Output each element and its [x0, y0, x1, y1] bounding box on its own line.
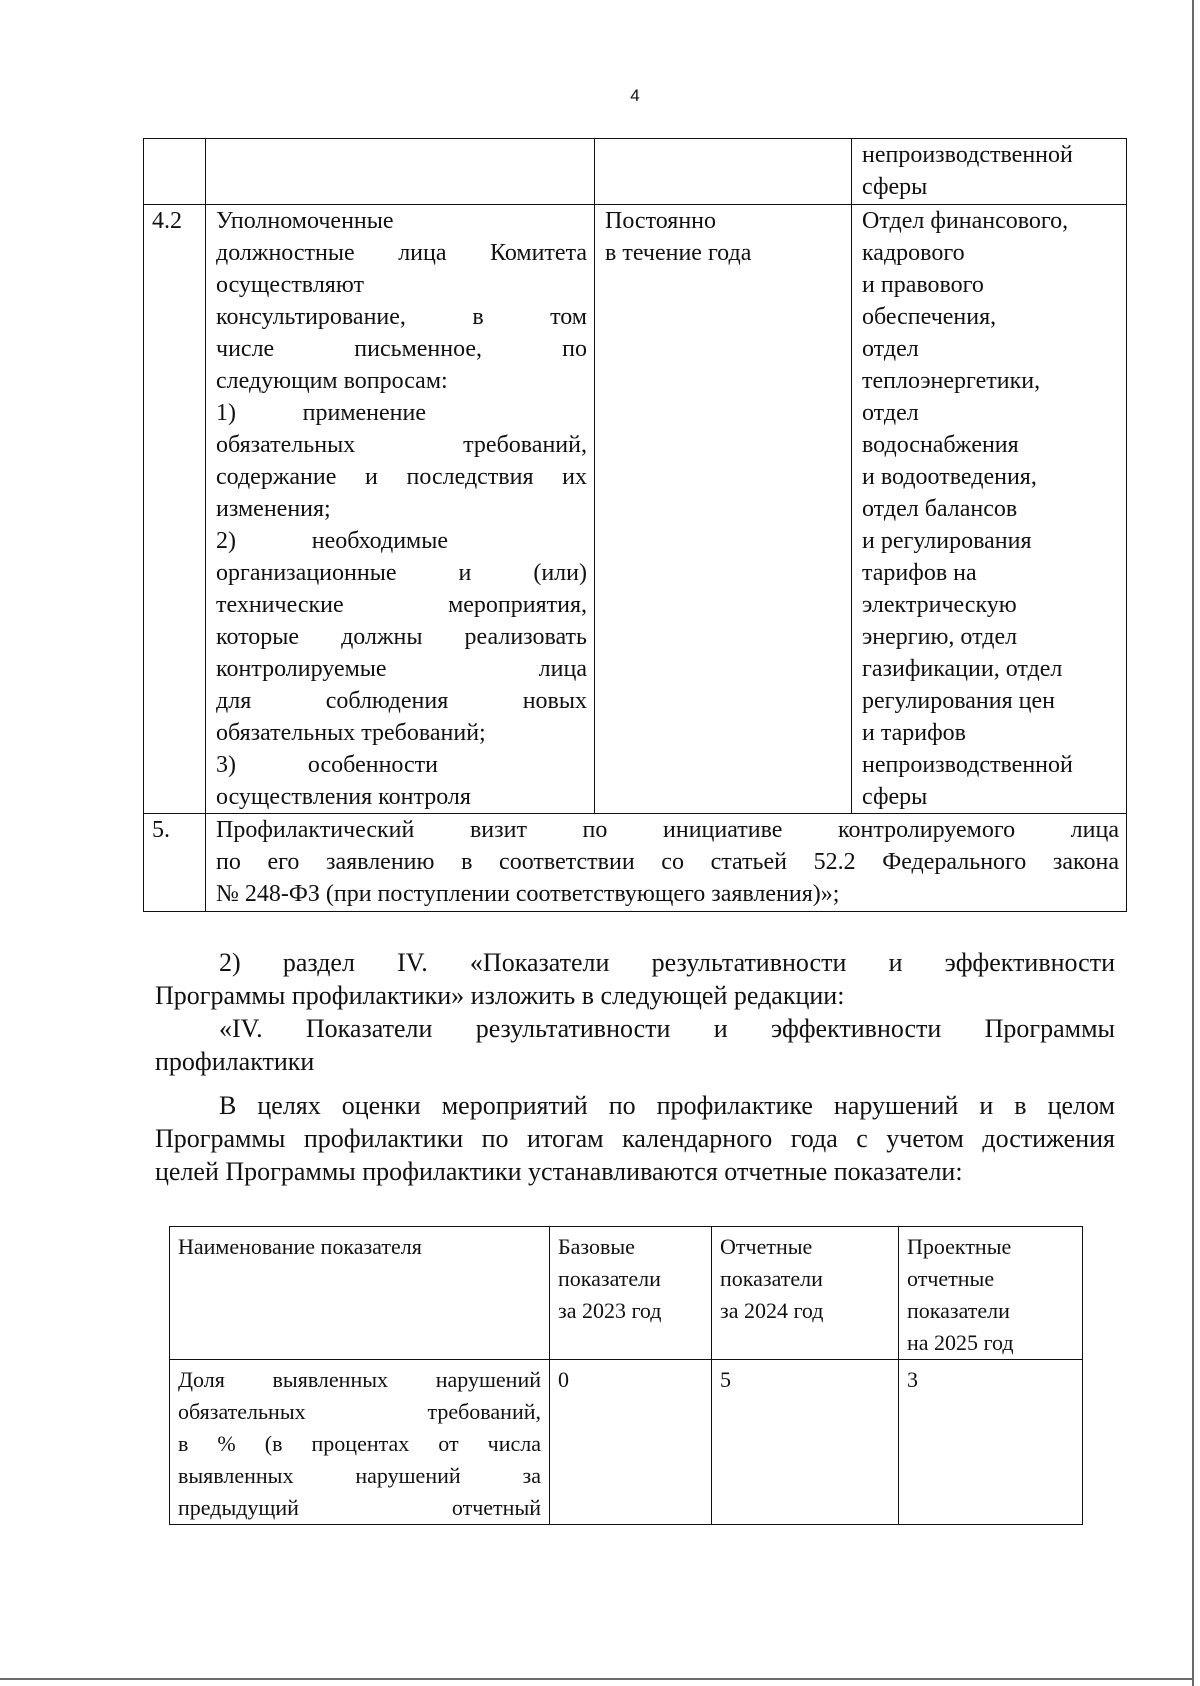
responsible-line: тарифов на — [862, 560, 977, 586]
content-cell — [206, 814, 1127, 912]
header-cell — [712, 1227, 899, 1360]
responsible-line: и тарифов — [862, 720, 967, 746]
responsible-line: теплоэнергетики, — [862, 368, 1041, 394]
indicator-line: Доля выявленных нарушений — [178, 1367, 541, 1392]
row-number-cell — [144, 139, 206, 205]
responsible-line: и водоотведения, — [862, 464, 1037, 490]
header-line: за 2023 год — [558, 1298, 662, 1323]
responsible-cell — [852, 205, 1127, 814]
content-line: 2) необходимые — [216, 528, 448, 554]
paragraph-line: «IV. Показатели результативности и эффективности Программы — [219, 1014, 1115, 1043]
term-line: Постоянно — [605, 208, 717, 234]
responsible-line: Отдел финансового, — [862, 208, 1069, 234]
content-line: содержание и последствия их — [216, 464, 587, 490]
responsible-line: электрическую — [862, 592, 1017, 618]
content-line: обязательных требований, — [216, 432, 587, 458]
header-line: показатели — [907, 1298, 1010, 1323]
content-line: для соблюдения новых — [216, 688, 587, 714]
content-line: 3) особенности — [216, 752, 438, 778]
responsible-line: регулирования цен — [862, 688, 1055, 714]
content-line: консультирование, в том — [216, 304, 587, 330]
header-line: показатели — [558, 1266, 661, 1291]
table-row — [144, 205, 1127, 814]
content-line: № 248-ФЗ (при поступлении соответствующего заявления)»; — [216, 881, 840, 907]
content-line: организационные и (или) — [216, 560, 587, 586]
indicator-line: выявленных нарушений за — [178, 1463, 541, 1488]
responsible-cell — [852, 139, 1127, 205]
header-line: Отчетные — [720, 1234, 813, 1259]
content-line: осуществляют — [216, 272, 364, 298]
table-row — [144, 814, 1127, 912]
content-line: изменения; — [216, 496, 331, 522]
header-line: отчетные — [907, 1266, 995, 1291]
base-value-cell: 0 — [550, 1360, 712, 1525]
paragraph-line: Программы профилактики по итогам календарного года с учетом достижения — [155, 1124, 1115, 1153]
responsible-line: энергию, отдел — [862, 624, 1018, 650]
content-cell — [206, 139, 595, 205]
content-line: осуществления контроля — [216, 784, 471, 810]
content-line: контролируемые лица — [216, 656, 587, 682]
content-line: которые должны реализовать — [216, 624, 587, 650]
responsible-line: отдел — [862, 336, 919, 362]
term-cell — [595, 139, 852, 205]
paragraph-line: профилактики — [155, 1047, 315, 1076]
header-line: за 2024 год — [720, 1298, 824, 1323]
responsible-line: и правового — [862, 272, 984, 298]
responsible-line: газификации, отдел — [862, 656, 1063, 682]
responsible-line: и регулирования — [862, 528, 1032, 554]
content-line: 1) применение — [216, 400, 426, 426]
content-line: обязательных требований; — [216, 720, 486, 746]
content-line: числе письменное, по — [216, 336, 587, 362]
page-border-right — [1192, 0, 1194, 1686]
paragraph-line: 2) раздел IV. «Показатели результативности и эффективности — [219, 948, 1115, 977]
responsible-line: сферы — [862, 174, 928, 200]
page-number: 4 — [630, 86, 640, 105]
term-line: в течение года — [605, 240, 752, 266]
content-line: должностные лица Комитета — [216, 240, 587, 266]
table-header-row — [170, 1227, 1083, 1360]
responsible-line: обеспечения, — [862, 304, 997, 330]
header-line: Базовые — [558, 1234, 635, 1259]
body-paragraph — [155, 1089, 1115, 1188]
indicators-table — [169, 1226, 1083, 1525]
responsible-line: непроизводственной — [862, 752, 1073, 778]
responsible-line: отдел — [862, 400, 919, 426]
indicator-line: предыдущий отчетный — [178, 1495, 541, 1520]
row-number-cell: 4.2 — [144, 205, 206, 814]
content-line: Профилактический визит по инициативе контролируемого лица — [216, 817, 1119, 843]
project-value-cell: 3 — [899, 1360, 1083, 1525]
content-cell — [206, 205, 595, 814]
row-number-cell: 5. — [144, 814, 206, 912]
indicator-name-cell — [170, 1360, 550, 1525]
table-row — [170, 1360, 1083, 1525]
paragraph-line: В целях оценки мероприятий по профилактике нарушений и в целом — [219, 1091, 1115, 1120]
header-line: Наименование показателя — [178, 1234, 422, 1259]
header-line: показатели — [720, 1266, 823, 1291]
responsible-line: водоснабжения — [862, 432, 1019, 458]
content-line: по его заявлению в соответствии со статьей 52.2 Федерального закона — [216, 849, 1119, 875]
content-line: Уполномоченные — [216, 208, 394, 234]
page-border-bottom — [0, 1678, 1194, 1680]
table-row — [144, 139, 1127, 205]
indicator-line: в % (в процентах от числа — [178, 1431, 541, 1456]
header-line: Проектные — [907, 1234, 1012, 1259]
header-cell — [170, 1227, 550, 1360]
activities-table — [143, 138, 1127, 912]
paragraph-line: Программы профилактики» изложить в следующей редакции: — [155, 981, 845, 1010]
responsible-line: непроизводственной — [862, 142, 1073, 168]
term-cell — [595, 205, 852, 814]
header-line: на 2025 год — [907, 1330, 1014, 1355]
header-cell — [550, 1227, 712, 1360]
section-heading-paragraph — [155, 1012, 1115, 1078]
indicator-line: обязательных требований, — [178, 1399, 541, 1424]
responsible-line: сферы — [862, 784, 928, 810]
content-line: технические мероприятия, — [216, 592, 587, 618]
report-value-cell: 5 — [712, 1360, 899, 1525]
paragraph-line: целей Программы профилактики устанавливаются отчетные показатели: — [155, 1157, 963, 1186]
responsible-line: отдел балансов — [862, 496, 1018, 522]
content-line: следующим вопросам: — [216, 368, 448, 394]
header-cell — [899, 1227, 1083, 1360]
amendment-paragraph — [155, 946, 1115, 1012]
responsible-line: кадрового — [862, 240, 965, 266]
